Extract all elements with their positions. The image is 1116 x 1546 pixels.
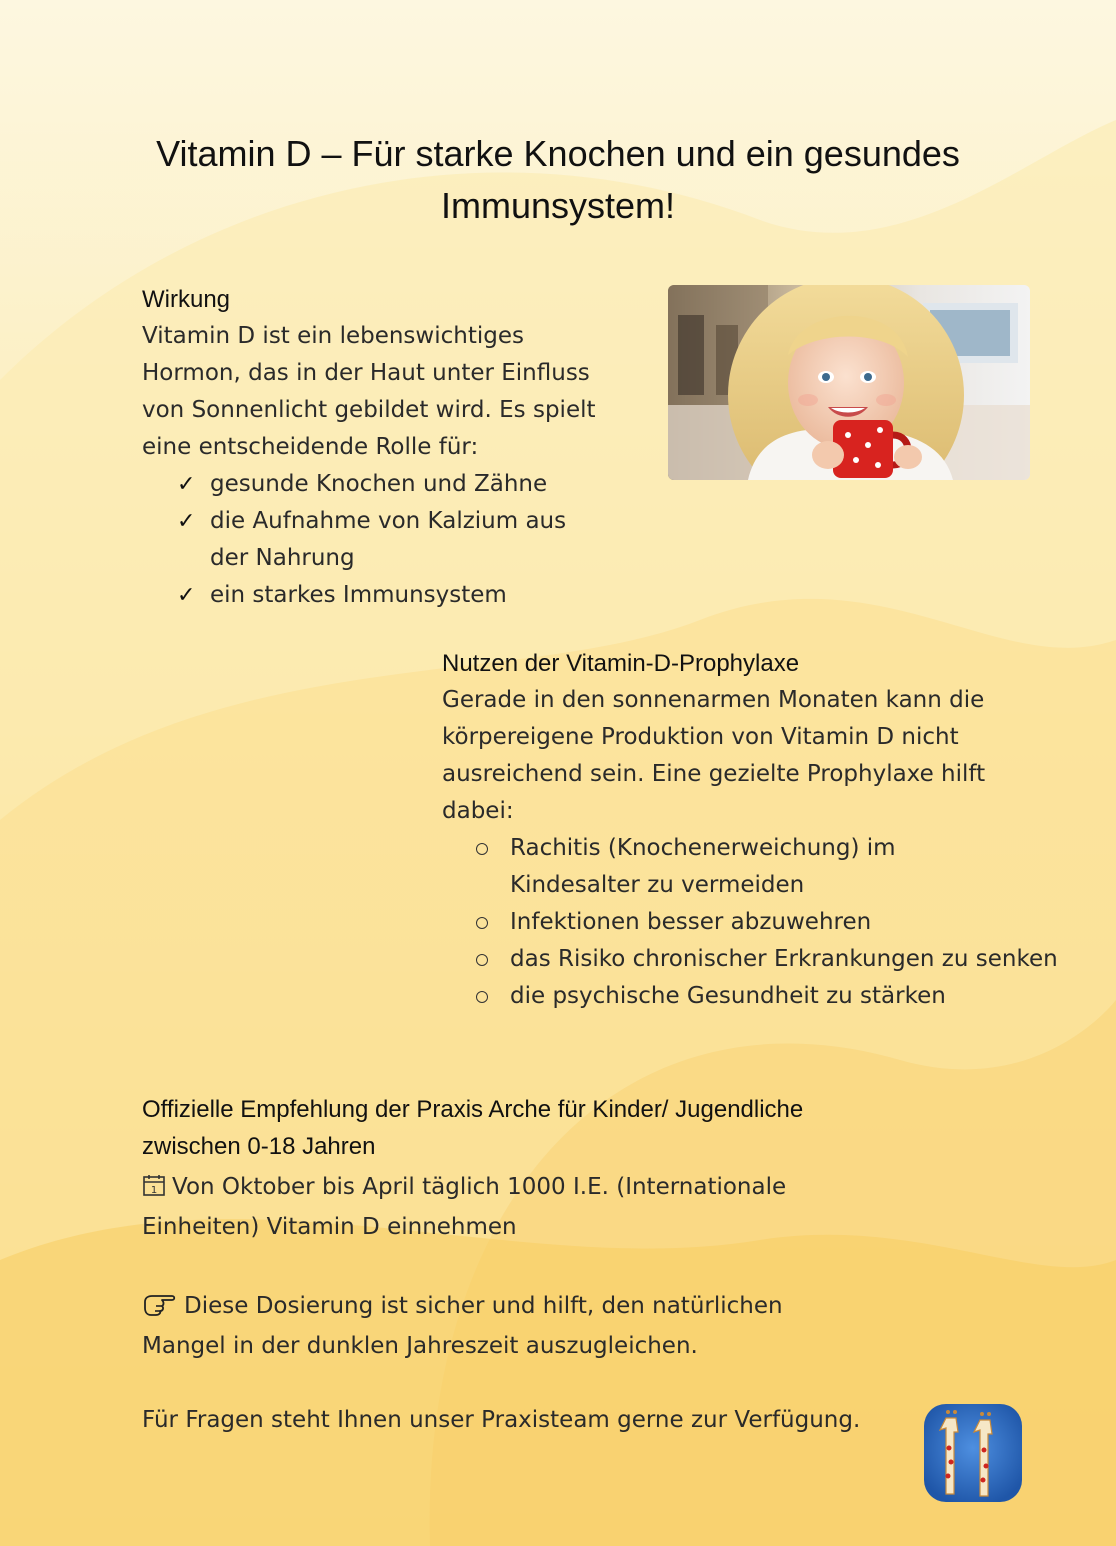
list-item	[442, 978, 1042, 1015]
nutzen-heading: Nutzen der Vitamin-D-Prophylaxe	[442, 650, 800, 677]
note-text	[142, 1288, 842, 1365]
list-item-text: ein starkes Immunsystem	[210, 582, 507, 608]
circle-bullet-icon	[476, 917, 488, 929]
list-item-text: Rachitis (Knochenerweichung) im Kindesalter zu vermeiden	[510, 835, 896, 898]
list-item-text: gesunde Knochen und Zähne	[210, 471, 548, 497]
wirkung-section	[142, 281, 642, 614]
empfehlung-heading: Offizielle Empfehlung der Praxis Arche für Kinder/ Jugendliche zwischen 0-18 Jahren	[142, 1096, 804, 1160]
child-with-red-cup-photo	[668, 285, 1030, 480]
list-item	[142, 577, 642, 614]
contact-text: Für Fragen steht Ihnen unser Praxisteam gerne zur Verfügung.	[142, 1407, 861, 1433]
list-item	[442, 830, 970, 904]
dosage-value: Von Oktober bis April täglich 1000 I.E. (Internationale Einheiten) Vitamin D einnehmen	[142, 1174, 787, 1240]
wirkung-text: Vitamin D ist ein lebenswichtiges Hormon, das in der Haut unter Einfluss von Sonnenlicht gebildet wird. Es spielt eine entscheidende Rolle für:	[142, 323, 596, 460]
list-item-text: die Aufnahme von Kalzium aus der Nahrung	[210, 508, 567, 571]
wirkung-heading: Wirkung	[142, 286, 231, 313]
nutzen-text: Gerade in den sonnenarmen Monaten kann die körpereigene Produktion von Vitamin D nicht ausreichend sein. Eine gezielte Prophylaxe hilft dabei:	[442, 687, 986, 824]
svg-text:1: 1	[150, 1185, 158, 1196]
note-value: Diese Dosierung ist sicher und hilft, den natürlichen Mangel in der dunklen Jahreszeit auszugleichen.	[142, 1293, 783, 1359]
giraffe-logo	[918, 1398, 1028, 1508]
circle-bullet-icon	[476, 954, 488, 966]
list-item	[442, 941, 1070, 978]
calendar-icon	[142, 1172, 166, 1209]
list-item	[442, 904, 1042, 941]
nutzen-section	[442, 645, 1058, 1015]
spacer	[142, 1246, 942, 1288]
list-item-text: das Risiko chronischer Erkrankungen zu senken	[510, 946, 1058, 972]
dosage-text	[142, 1169, 842, 1246]
nutzen-list	[442, 830, 1058, 1015]
list-item-text: Infektionen besser abzuwehren	[510, 909, 872, 935]
spacer	[142, 1365, 942, 1402]
empfehlung-section	[142, 1091, 942, 1439]
circle-bullet-icon	[476, 991, 488, 1003]
wirkung-list	[142, 466, 642, 614]
circle-bullet-icon	[476, 843, 488, 855]
checkmark-icon: ✓	[177, 583, 196, 608]
checkmark-icon: ✓	[177, 509, 196, 534]
pointing-hand-icon	[142, 1290, 178, 1328]
page-title: Vitamin D – Für starke Knochen und ein gesundes Immunsystem!	[156, 133, 960, 226]
list-item	[142, 503, 590, 577]
list-item-text: die psychische Gesundheit zu stärken	[510, 983, 946, 1009]
list-item	[142, 466, 642, 503]
checkmark-icon: ✓	[177, 472, 196, 497]
photo-illustration	[668, 285, 1030, 480]
